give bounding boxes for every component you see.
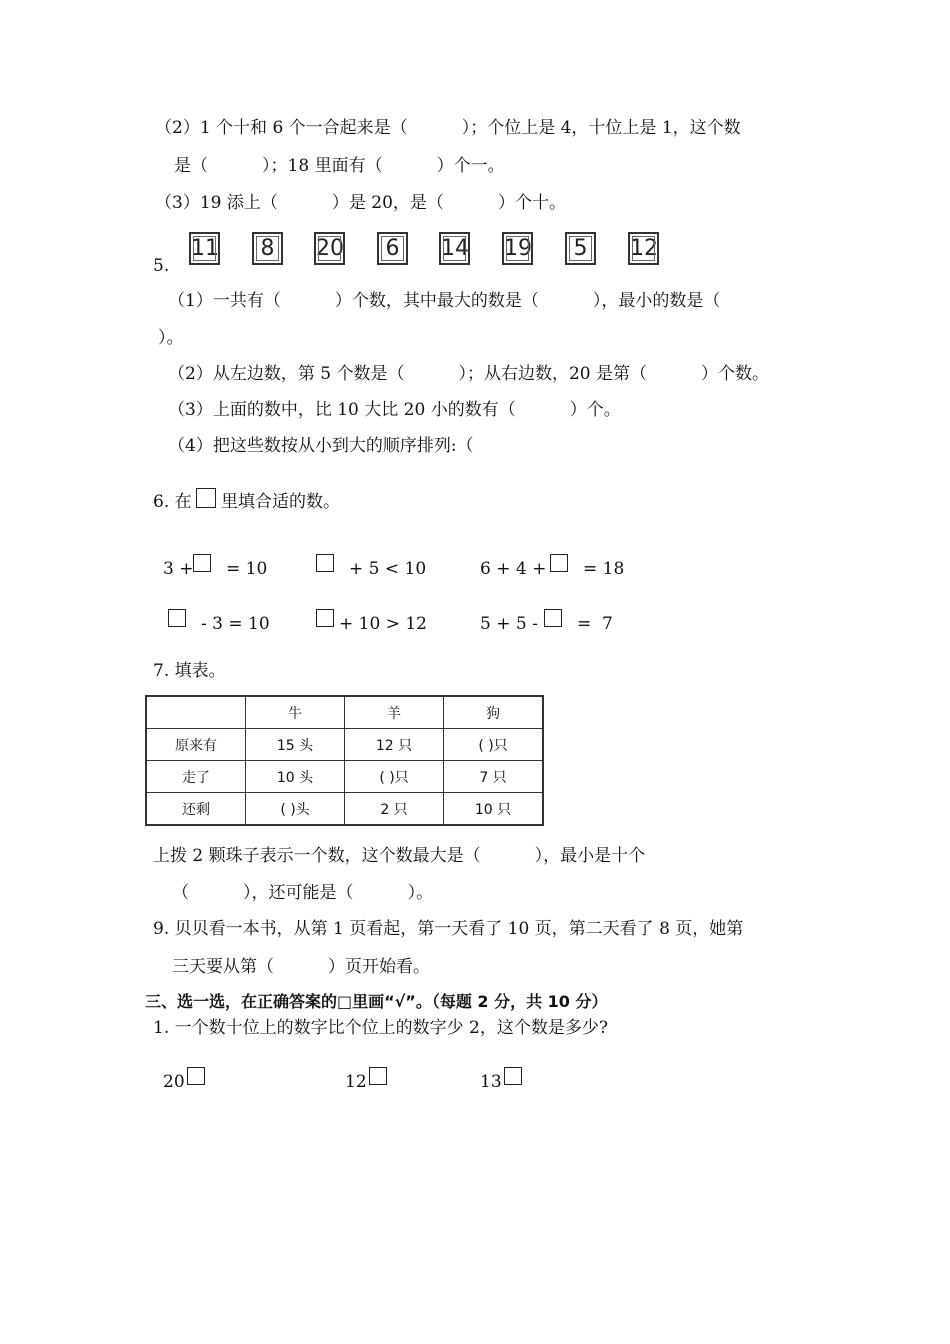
number-card: 19 [502, 232, 533, 265]
eq3-left: 6 + 4 + [480, 559, 547, 579]
table-row [146, 793, 543, 826]
table-cell: 还剩 [146, 793, 246, 826]
eq5-right: + 10 > 12 [339, 614, 427, 634]
table-cell: 10 头 [246, 761, 345, 793]
table-cell: 10 只 [444, 793, 544, 826]
table-header-row [146, 696, 543, 729]
table-cell: 12 只 [345, 729, 444, 761]
table-row [146, 729, 543, 761]
option-label: 12 [345, 1072, 367, 1092]
number-card: 20 [314, 232, 345, 265]
eq6-left: 5 + 5 - [480, 614, 538, 634]
table-cell: 15 头 [246, 729, 345, 761]
eq6-right: = 7 [577, 614, 613, 634]
option-label: 20 [163, 1072, 185, 1092]
table-cell: 原来有 [146, 729, 246, 761]
eq2-right: + 5 < 10 [349, 559, 427, 579]
q9-line2: 三天要从第（ ）页开始看。 [172, 957, 431, 977]
number-card: 8 [252, 232, 283, 265]
table-cell: 羊 [345, 696, 444, 729]
eq1-right: = 10 [226, 559, 268, 579]
answer-box[interactable] [316, 609, 334, 627]
q5-s1a: （1）一共有（ ）个数，其中最大的数是（ ），最小的数是（ [168, 291, 721, 311]
q6-title-post: 里填合适的数。 [221, 492, 340, 512]
q5-s3: （3）上面的数中，比 10 大比 20 小的数有（ ）个。 [168, 400, 621, 420]
answer-box [196, 488, 216, 508]
q5-s1b: ）。 [158, 328, 184, 348]
q8-line2: （ ），还可能是（ ）。 [172, 883, 434, 903]
s3-q1: 1. 一个数十位上的数字比个位上的数字少 2，这个数是多少? [153, 1018, 608, 1038]
answer-box[interactable] [193, 554, 211, 572]
number-card: 14 [439, 232, 470, 265]
table-cell: 7 只 [444, 761, 544, 793]
eq1-left: 3 + [163, 559, 194, 579]
option-checkbox[interactable] [187, 1067, 205, 1085]
answer-box[interactable] [550, 554, 568, 572]
q4-line3: （3）19 添上（ ）是 20，是（ ）个十。 [155, 193, 566, 213]
table-cell[interactable]: ( )只 [444, 729, 544, 761]
q4-line2b: 是（ ）；18 里面有（ ）个一。 [174, 156, 505, 176]
table-row [146, 761, 543, 793]
q7-title: 7. 填表。 [153, 661, 226, 681]
eq3-right: = 18 [583, 559, 625, 579]
fill-table [145, 695, 544, 826]
table-cell: 走了 [146, 761, 246, 793]
q5-number: 5. [153, 256, 170, 276]
section-heading: 三、选一选，在正确答案的□里画“√”。（每题 2 分，共 10 分） [145, 992, 608, 1011]
table-cell[interactable]: ( )只 [345, 761, 444, 793]
number-card: 6 [377, 232, 408, 265]
option-label: 13 [480, 1072, 502, 1092]
q6-title-pre: 6. 在 [153, 492, 192, 512]
answer-box[interactable] [316, 554, 334, 572]
answer-box[interactable] [544, 609, 562, 627]
table-cell: 狗 [444, 696, 544, 729]
q8-line1: 上拨 2 颗珠子表示一个数，这个数最大是（ ），最小是十个 [153, 846, 646, 866]
table-cell: 牛 [246, 696, 345, 729]
q5-s4: （4）把这些数按从小到大的顺序排列:（ [168, 436, 474, 456]
number-card: 5 [565, 232, 596, 265]
number-card: 11 [189, 232, 220, 265]
table-cell[interactable]: ( )头 [246, 793, 345, 826]
eq4-right: - 3 = 10 [201, 614, 270, 634]
q9-line1: 9. 贝贝看一本书，从第 1 页看起，第一天看了 10 页，第二天看了 8 页，她第 [153, 919, 744, 939]
table-cell [146, 696, 246, 729]
number-card: 12 [628, 232, 659, 265]
q5-s2: （2）从左边数，第 5 个数是（ ）；从右边数，20 是第（ ）个数。 [168, 364, 770, 384]
table-cell: 2 只 [345, 793, 444, 826]
q4-line2a: （2）1 个十和 6 个一合起来是（ ）；个位上是 4，十位上是 1，这个数 [155, 118, 741, 138]
answer-box[interactable] [168, 609, 186, 627]
option-checkbox[interactable] [369, 1067, 387, 1085]
option-checkbox[interactable] [504, 1067, 522, 1085]
